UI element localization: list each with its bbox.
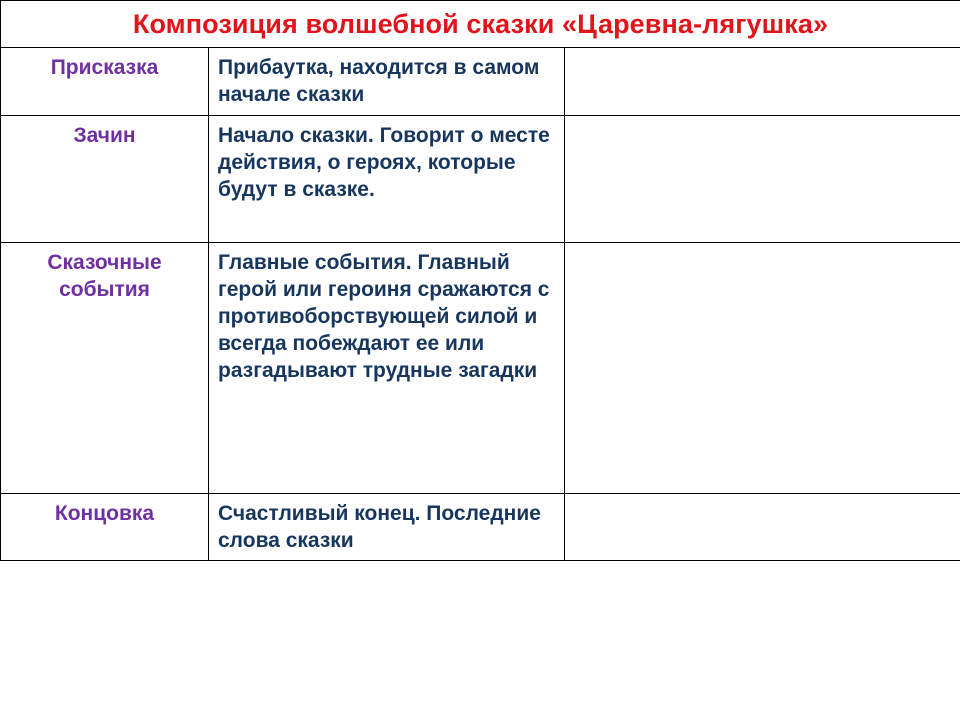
table-title: Композиция волшебной сказки «Царевна-лягушка» (1, 1, 960, 48)
title-row (1, 1, 960, 48)
table-row (1, 494, 960, 561)
table-row (1, 116, 960, 243)
empty-cell (565, 243, 960, 494)
term-cell: Зачин (1, 116, 209, 243)
term-cell: Присказка (1, 48, 209, 116)
table-row (1, 48, 960, 116)
empty-cell (565, 494, 960, 561)
description-cell: Начало сказки. Говорит о месте действия, о героях, которые будут в сказке. (209, 116, 565, 243)
term-cell: Сказочные события (1, 243, 209, 494)
empty-cell (565, 116, 960, 243)
description-cell: Счастливый конец. Последние слова сказки (209, 494, 565, 561)
table-row (1, 243, 960, 494)
term-cell: Концовка (1, 494, 209, 561)
description-cell: Главные события. Главный герой или героиня сражаются с противоборствующей силой и всегда побеждают ее или разгадывают трудные загадки (209, 243, 565, 494)
empty-cell (565, 48, 960, 116)
description-cell: Прибаутка, находится в самом начале сказки (209, 48, 565, 116)
